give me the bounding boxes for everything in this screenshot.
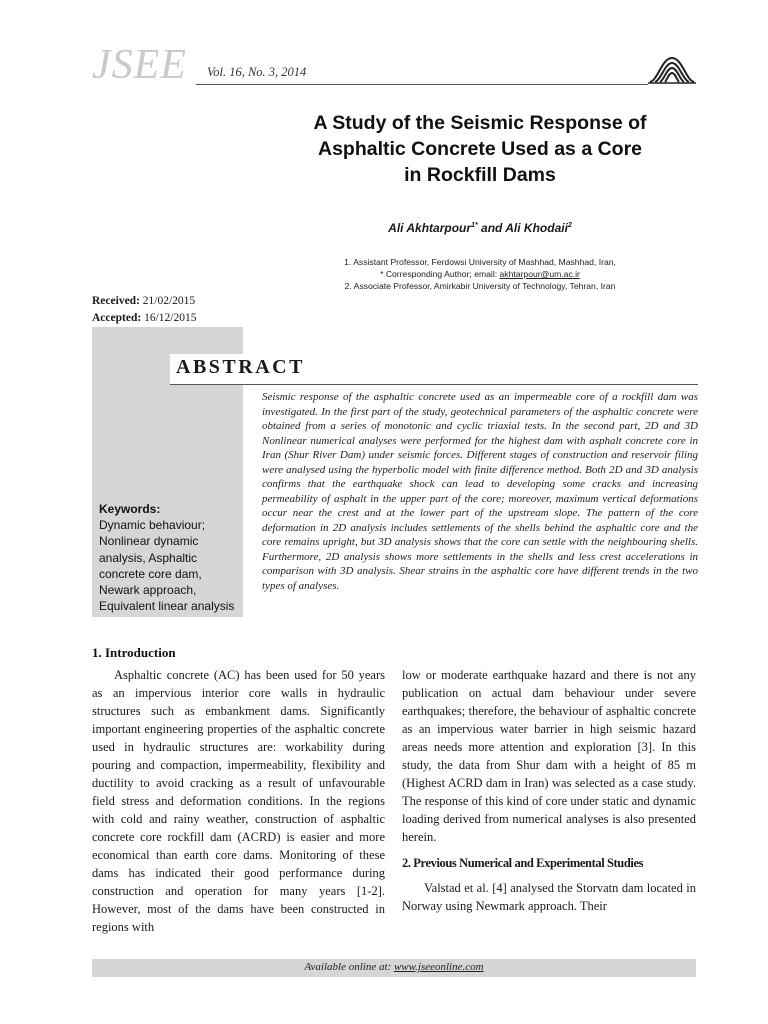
affiliation-line: 2. Associate Professor, Amirkabir University of Technology, Tehran, Iran [344, 281, 616, 292]
body-column-left [92, 666, 385, 936]
title-line: A Study of the Seismic Response of [313, 112, 647, 134]
email-link[interactable]: akhtarpour@um.ac.ir [499, 269, 580, 280]
author-superscript: 1* [471, 222, 478, 229]
author-name: Ali Akhtarpour [388, 221, 472, 235]
footer [92, 961, 696, 973]
title-line: in Rockfill Dams [404, 164, 556, 186]
affiliation-line: 1. Assistant Professor, Ferdowsi University of Mashhad, Mashhad, Iran, [344, 257, 616, 267]
keywords [99, 501, 241, 614]
header-divider [196, 84, 648, 85]
keywords-label: Keywords: [99, 502, 161, 516]
affiliations [262, 256, 698, 293]
author-name: Ali Khodaii [505, 221, 568, 235]
body-column-right [402, 666, 696, 915]
corresponding-author-line [262, 268, 698, 280]
paper-title [262, 110, 698, 188]
article-dates [92, 293, 196, 326]
paragraph: Asphaltic concrete (AC) has been used for 50 years as an impervious interior core walls in hydraulic structures such as embankment dams. Significantly important engineering properties of the asphaltic concrete used in hydraulic structures are: workability during pouring and compaction, impermeability, flexibility and ductility to avoid cracking as a result of unfavourable field stress and deformation conditions. In the regions with cold and rainy weather, construction of asphaltic concrete core rockfill dam (ACRD) is easier and more economical than earth core dams. Monitoring of these dams has indicated their good performance during construction and operation for many years [1-2]. However, most of the dams have been constructed in regions with [92, 668, 385, 934]
received-date [92, 293, 196, 310]
accepted-date [92, 310, 196, 327]
paragraph: Valstad et al. [4] analysed the Storvatn dam located in Norway using Newmark approach. Their [402, 881, 696, 913]
abstract-divider [170, 384, 698, 385]
author-conjunction: and [481, 221, 503, 235]
footer-label: Available online at: [304, 961, 392, 973]
received-value: 21/02/2015 [142, 295, 196, 307]
keyword-item: Dynamic behaviour; [99, 518, 206, 533]
received-label: Received: [92, 295, 140, 307]
keyword-item: Equivalent linear analysis [99, 599, 235, 614]
volume-info: Vol. 16, No. 3, 2014 [207, 65, 307, 79]
section-heading-introduction: 1. Introduction [92, 645, 176, 660]
accepted-value: 16/12/2015 [144, 311, 197, 324]
publisher-wave-icon [648, 50, 696, 84]
author-list [262, 221, 698, 235]
abstract-text: Seismic response of the asphaltic concrete used as an impermeable core of a rockfill dam was investigated. In the first part of the study, geotechnical parameters of the asphaltic concrete were obtained from a series of monotonic and cyclic triaxial tests. In the second part, 2D and 3D Nonlinear numerical analyses were performed for the highest dam with asphalt concrete core in Iran (Shur River Dam) under seismic forces. Different stages of construction and reservoir filing were analysed using the hyperbolic model with finite difference method. Both 2D and 3D analysis confirms that the earthquake shock can lead to developing some cracks and increasing permeability of asphalt in the upper part of the core; moreover, maximum vertical deformations occur near the crest and at the lower part of the upstream slope. The pattern of the core deformation in 2D analysis includes settlements of the shells behind the asphaltic core and the core remains upright, but 3D analysis shows that the core can settle with the neighbouring shells. Furthermore, 2D analysis shows more settlements in the shells and less crest accelerations in comparison with 3D analysis. Shear strains in the asphaltic core have different trends in the two types of analyses. [262, 391, 698, 592]
accepted-label: Accepted: [92, 311, 142, 324]
section-heading-previous-studies: 2. Previous Numerical and Experimental Studies [402, 856, 644, 870]
keyword-item: Nonlinear dynamic analysis, Asphaltic concrete core dam, [99, 534, 202, 581]
author-superscript: 2 [567, 222, 572, 229]
journal-website-link[interactable]: www.jseeonline.com [393, 961, 484, 973]
title-line: Asphaltic Concrete Used as a Core [317, 138, 643, 160]
corresponding-author-label: * Corresponding Author; email: [380, 269, 498, 280]
journal-logo: JSEE [92, 42, 187, 88]
paragraph: low or moderate earthquake hazard and there is not any publication on actual dam behaviour under severe earthquakes; therefore, the behaviour of asphaltic concrete as an impervious water barrier in high seismic hazard areas needs more attention and exploration [3]. In this study, the data from Shur dam with a height of 85 m (Highest ACRD dam in Iran) was selected as a case study. The response of this kind of core under static and dynamic loading derived from numerical analyses is also presented herein. [402, 668, 696, 844]
keyword-item: Newark approach, [99, 583, 197, 598]
abstract-heading: ABSTRACT [176, 356, 305, 378]
